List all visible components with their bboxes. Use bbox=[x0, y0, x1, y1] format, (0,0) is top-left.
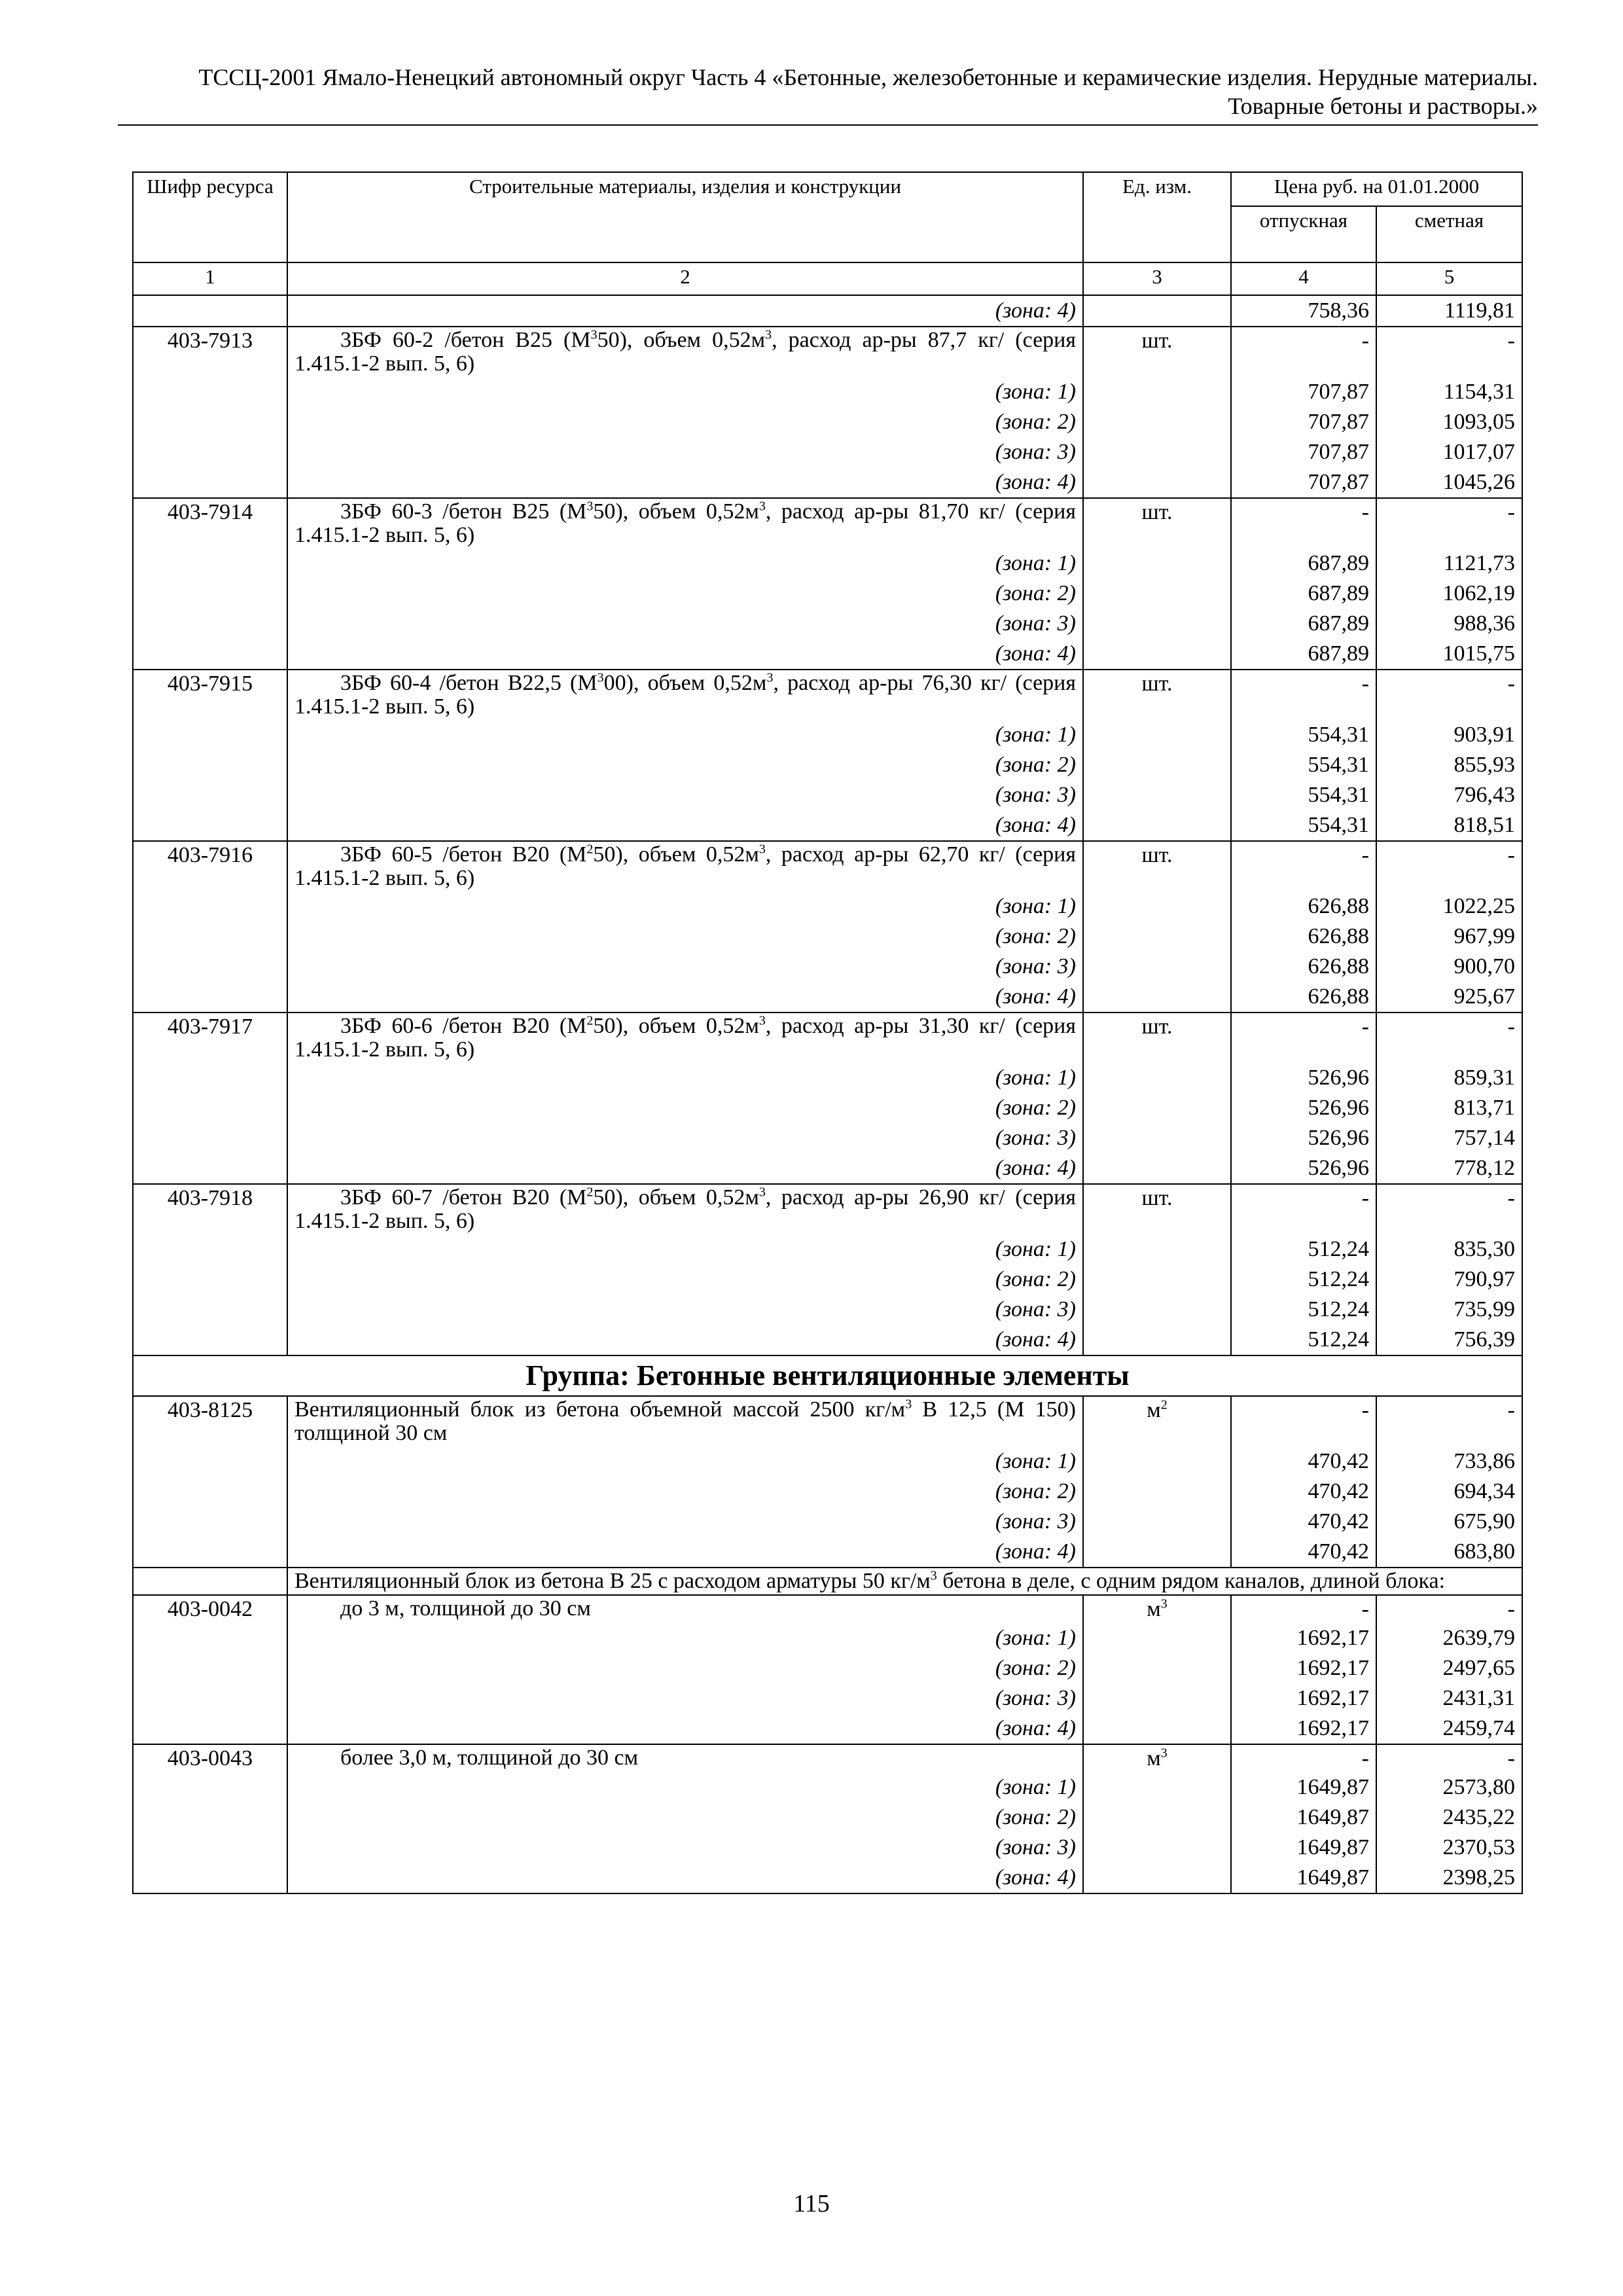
estimate-price: 2435,22 bbox=[1376, 1803, 1522, 1833]
col-header-code: Шифр ресурса bbox=[133, 172, 287, 262]
zone-row bbox=[133, 1234, 1522, 1265]
price-table bbox=[132, 171, 1523, 1894]
zone-label: (зона: 2) bbox=[287, 1265, 1083, 1295]
release-price: 687,89 bbox=[1231, 609, 1376, 639]
estimate-price: 988,36 bbox=[1376, 609, 1522, 639]
estimate-price: 903,91 bbox=[1376, 720, 1522, 750]
zone-row bbox=[133, 952, 1522, 982]
release-price: 1649,87 bbox=[1231, 1772, 1376, 1803]
release-price: 470,42 bbox=[1231, 1477, 1376, 1507]
zone-row bbox=[133, 609, 1522, 639]
release-price: 626,88 bbox=[1231, 982, 1376, 1013]
release-price: 526,96 bbox=[1231, 1153, 1376, 1184]
col-header-price-group: Цена руб. на 01.01.2000 bbox=[1231, 172, 1522, 206]
zone-row bbox=[133, 1772, 1522, 1803]
col-header-estimate: сметная bbox=[1376, 206, 1522, 262]
superscript: 3 bbox=[766, 670, 774, 685]
estimate-price: 859,31 bbox=[1376, 1063, 1522, 1093]
release-price: 1692,17 bbox=[1231, 1623, 1376, 1653]
estimate-price: 778,12 bbox=[1376, 1153, 1522, 1184]
release-price: 707,87 bbox=[1231, 407, 1376, 437]
zone-row bbox=[133, 377, 1522, 407]
unit: $м^3$ bbox=[1083, 1744, 1231, 1772]
group-heading-row bbox=[133, 1355, 1522, 1396]
estimate-price: 1093,05 bbox=[1376, 407, 1522, 437]
release-price: 554,31 bbox=[1231, 720, 1376, 750]
zone-row bbox=[133, 1295, 1522, 1325]
zone-label: (зона: 4) bbox=[287, 1537, 1083, 1568]
estimate-price: 1015,75 bbox=[1376, 639, 1522, 670]
release-price: 526,96 bbox=[1231, 1093, 1376, 1123]
zone-row bbox=[133, 437, 1522, 467]
superscript: 3 bbox=[586, 499, 594, 514]
price-table-body bbox=[133, 295, 1522, 1893]
release-price: 512,24 bbox=[1231, 1295, 1376, 1325]
estimate-price: 1121,73 bbox=[1376, 548, 1522, 579]
resource-code: 403-0042 bbox=[133, 1595, 287, 1623]
release-price: 687,89 bbox=[1231, 548, 1376, 579]
zone-label: (зона: 4) bbox=[287, 810, 1083, 841]
zone-label: (зона: 3) bbox=[287, 1833, 1083, 1863]
zone-label: (зона: 1) bbox=[287, 720, 1083, 750]
release-price: - bbox=[1231, 1744, 1376, 1772]
release-price: 707,87 bbox=[1231, 437, 1376, 467]
release-price: - bbox=[1231, 1396, 1376, 1446]
resource-row bbox=[133, 1184, 1522, 1234]
resource-code: 403-7915 bbox=[133, 670, 287, 720]
zone-label: (зона: 2) bbox=[287, 750, 1083, 780]
release-price: 470,42 bbox=[1231, 1446, 1376, 1477]
zone-label: (зона: 2) bbox=[287, 1093, 1083, 1123]
zone-row bbox=[133, 922, 1522, 952]
zone-label: (зона: 3) bbox=[287, 952, 1083, 982]
resource-name: более 3,0 м, толщиной до 30 см bbox=[287, 1744, 1083, 1772]
zone-row bbox=[133, 891, 1522, 922]
resource-name: 3БФ 60-3 /бетон В25 $(М^350)$, объем $0,52м^3$, расход ар-ры 81,70 кг/ (серия 1.415.1-2 вып. 5, 6) bbox=[287, 498, 1083, 548]
zone-label: (зона: 3) bbox=[287, 1295, 1083, 1325]
estimate-price: - bbox=[1376, 1396, 1522, 1446]
resource-name: 3БФ 60-6 /бетон В20 $(М^250)$, объем $0,52м^3$, расход ар-ры 31,30 кг/ (серия 1.415.1-2 вып. 5, 6) bbox=[287, 1013, 1083, 1063]
estimate-price: - bbox=[1376, 498, 1522, 548]
page-header bbox=[118, 63, 1538, 120]
superscript: 3 bbox=[930, 1568, 937, 1583]
estimate-price: 900,70 bbox=[1376, 952, 1522, 982]
resource-row bbox=[133, 1396, 1522, 1446]
release-price: 512,24 bbox=[1231, 1325, 1376, 1355]
col-number: 4 bbox=[1231, 262, 1376, 295]
zone-label: (зона: 1) bbox=[287, 1234, 1083, 1265]
zone-row bbox=[133, 1803, 1522, 1833]
zone-label: (зона: 4) bbox=[287, 1713, 1083, 1744]
estimate-price: 675,90 bbox=[1376, 1507, 1522, 1537]
zone-label: (зона: 4) bbox=[287, 1325, 1083, 1355]
release-price: 707,87 bbox=[1231, 467, 1376, 498]
resource-row bbox=[133, 498, 1522, 548]
resource-code: 403-7914 bbox=[133, 498, 287, 548]
zone-row bbox=[133, 1833, 1522, 1863]
estimate-price: 818,51 bbox=[1376, 810, 1522, 841]
resource-code: 403-7918 bbox=[133, 1184, 287, 1234]
release-price: 554,31 bbox=[1231, 780, 1376, 810]
col-header-name: Строительные материалы, изделия и конструкции bbox=[287, 172, 1083, 262]
estimate-price: - bbox=[1376, 1184, 1522, 1234]
resource-row bbox=[133, 1595, 1522, 1623]
unit: шт. bbox=[1083, 1184, 1231, 1234]
estimate-price: 735,99 bbox=[1376, 1295, 1522, 1325]
estimate-price: 756,39 bbox=[1376, 1325, 1522, 1355]
col-header-release: отпускная bbox=[1231, 206, 1376, 262]
subheading-text: Вентиляционный блок из бетона В 25 с расходом арматуры 50 $кг/м^3$ бетона в деле, с одним рядом каналов, длиной блока: bbox=[287, 1568, 1522, 1595]
subheading-row bbox=[133, 1568, 1522, 1595]
zone-label: (зона: 4) bbox=[287, 295, 1083, 327]
carryover-row bbox=[133, 295, 1522, 327]
zone-label: (зона: 4) bbox=[287, 982, 1083, 1013]
resource-row bbox=[133, 1013, 1522, 1063]
zone-row bbox=[133, 750, 1522, 780]
zone-label: (зона: 1) bbox=[287, 1772, 1083, 1803]
unit: шт. bbox=[1083, 498, 1231, 548]
estimate-price: 2398,25 bbox=[1376, 1863, 1522, 1893]
release-price: 1692,17 bbox=[1231, 1653, 1376, 1683]
estimate-price: 2497,65 bbox=[1376, 1653, 1522, 1683]
release-price: 758,36 bbox=[1231, 295, 1376, 327]
release-price: 526,96 bbox=[1231, 1063, 1376, 1093]
release-price: 1692,17 bbox=[1231, 1683, 1376, 1713]
zone-row bbox=[133, 639, 1522, 670]
zone-row bbox=[133, 548, 1522, 579]
page-number: 115 bbox=[793, 2190, 830, 2217]
release-price: 512,24 bbox=[1231, 1234, 1376, 1265]
release-price: 554,31 bbox=[1231, 750, 1376, 780]
release-price: - bbox=[1231, 1013, 1376, 1063]
zone-label: (зона: 1) bbox=[287, 1063, 1083, 1093]
estimate-price: - bbox=[1376, 841, 1522, 891]
zone-row bbox=[133, 579, 1522, 609]
estimate-price: 1022,25 bbox=[1376, 891, 1522, 922]
zone-label: (зона: 2) bbox=[287, 922, 1083, 952]
release-price: - bbox=[1231, 841, 1376, 891]
zone-label: (зона: 4) bbox=[287, 639, 1083, 670]
superscript: 3 bbox=[765, 327, 772, 342]
resource-row bbox=[133, 1744, 1522, 1772]
release-price: 1692,17 bbox=[1231, 1713, 1376, 1744]
release-price: 687,89 bbox=[1231, 579, 1376, 609]
estimate-price: - bbox=[1376, 670, 1522, 720]
zone-row bbox=[133, 1537, 1522, 1568]
unit: $м^2$ bbox=[1083, 1396, 1231, 1446]
estimate-price: 1154,31 bbox=[1376, 377, 1522, 407]
estimate-price: - bbox=[1376, 1744, 1522, 1772]
header-rule bbox=[118, 124, 1538, 126]
col-number: 2 bbox=[287, 262, 1083, 295]
release-price: 512,24 bbox=[1231, 1265, 1376, 1295]
release-price: 1649,87 bbox=[1231, 1863, 1376, 1893]
zone-row bbox=[133, 1683, 1522, 1713]
zone-row bbox=[133, 810, 1522, 841]
header-line-1: ТССЦ-2001 Ямало-Ненецкий автономный округ Часть 4 «Бетонные, железобетонные и керамические изделия. Нерудные материалы. bbox=[198, 64, 1538, 90]
estimate-price: 1045,26 bbox=[1376, 467, 1522, 498]
unit: шт. bbox=[1083, 1013, 1231, 1063]
col-header-unit: Ед. изм. bbox=[1083, 172, 1231, 262]
zone-row bbox=[133, 1153, 1522, 1184]
zone-row bbox=[133, 720, 1522, 750]
zone-row bbox=[133, 1653, 1522, 1683]
estimate-price: 694,34 bbox=[1376, 1477, 1522, 1507]
resource-code: 403-7917 bbox=[133, 1013, 287, 1063]
estimate-price: 1119,81 bbox=[1376, 295, 1522, 327]
estimate-price: 1017,07 bbox=[1376, 437, 1522, 467]
estimate-price: 2639,79 bbox=[1376, 1623, 1522, 1653]
superscript: 2 bbox=[586, 842, 594, 857]
superscript: 3 bbox=[758, 842, 766, 857]
zone-row bbox=[133, 1123, 1522, 1153]
superscript: 3 bbox=[758, 1185, 766, 1200]
zone-label: (зона: 2) bbox=[287, 1653, 1083, 1683]
estimate-price: - bbox=[1376, 1013, 1522, 1063]
zone-label: (зона: 2) bbox=[287, 1803, 1083, 1833]
superscript: 2 bbox=[1160, 1397, 1168, 1412]
estimate-price: 796,43 bbox=[1376, 780, 1522, 810]
estimate-price: 967,99 bbox=[1376, 922, 1522, 952]
release-price: - bbox=[1231, 1595, 1376, 1623]
resource-name: 3БФ 60-7 /бетон В20 $(М^250)$, объем $0,52м^3$, расход ар-ры 26,90 кг/ (серия 1.415.1-2 вып. 5, 6) bbox=[287, 1184, 1083, 1234]
unit: шт. bbox=[1083, 670, 1231, 720]
resource-name: 3БФ 60-2 /бетон В25 $(М^350)$, объем $0,52м^3$, расход ар-ры 87,7 кг/ (серия 1.415.1-2 вып. 5, 6) bbox=[287, 327, 1083, 377]
release-price: 554,31 bbox=[1231, 810, 1376, 841]
estimate-price: 2431,31 bbox=[1376, 1683, 1522, 1713]
superscript: 3 bbox=[590, 327, 597, 342]
release-price: 626,88 bbox=[1231, 922, 1376, 952]
superscript: 3 bbox=[758, 499, 766, 514]
zone-label: (зона: 3) bbox=[287, 437, 1083, 467]
zone-label: (зона: 1) bbox=[287, 377, 1083, 407]
estimate-price: 790,97 bbox=[1376, 1265, 1522, 1295]
release-price: 526,96 bbox=[1231, 1123, 1376, 1153]
superscript: 3 bbox=[1160, 1746, 1168, 1761]
col-number: 3 bbox=[1083, 262, 1231, 295]
unit: $м^3$ bbox=[1083, 1595, 1231, 1623]
release-price: 470,42 bbox=[1231, 1507, 1376, 1537]
estimate-price: 813,71 bbox=[1376, 1093, 1522, 1123]
unit: шт. bbox=[1083, 841, 1231, 891]
zone-label: (зона: 1) bbox=[287, 548, 1083, 579]
estimate-price: 2459,74 bbox=[1376, 1713, 1522, 1744]
estimate-price: - bbox=[1376, 1595, 1522, 1623]
resource-code: 403-8125 bbox=[133, 1396, 287, 1446]
superscript: 3 bbox=[1160, 1596, 1168, 1611]
release-price: 707,87 bbox=[1231, 377, 1376, 407]
resource-name: 3БФ 60-4 /бетон В22,5 $(М^300)$, объем $0,52м^3$, расход ар-ры 76,30 кг/ (серия 1.415.1-2 вып. 5, 6) bbox=[287, 670, 1083, 720]
col-number: 5 bbox=[1376, 262, 1522, 295]
release-price: 687,89 bbox=[1231, 639, 1376, 670]
zone-row bbox=[133, 1265, 1522, 1295]
zone-row bbox=[133, 1446, 1522, 1477]
zone-label: (зона: 3) bbox=[287, 1683, 1083, 1713]
zone-row bbox=[133, 407, 1522, 437]
release-price: 1649,87 bbox=[1231, 1803, 1376, 1833]
zone-label: (зона: 4) bbox=[287, 467, 1083, 498]
zone-label: (зона: 1) bbox=[287, 891, 1083, 922]
resource-row bbox=[133, 670, 1522, 720]
estimate-price: 2370,53 bbox=[1376, 1833, 1522, 1863]
zone-row bbox=[133, 982, 1522, 1013]
resource-name: до 3 м, толщиной до 30 см bbox=[287, 1595, 1083, 1623]
release-price: 1649,87 bbox=[1231, 1833, 1376, 1863]
resource-row bbox=[133, 841, 1522, 891]
unit: шт. bbox=[1083, 327, 1231, 377]
resource-code: 403-7916 bbox=[133, 841, 287, 891]
group-title: Группа: Бетонные вентиляционные элементы bbox=[133, 1355, 1522, 1396]
zone-label: (зона: 4) bbox=[287, 1863, 1083, 1893]
superscript: 3 bbox=[597, 670, 604, 685]
release-price: - bbox=[1231, 1184, 1376, 1234]
estimate-price: 855,93 bbox=[1376, 750, 1522, 780]
zone-row bbox=[133, 1713, 1522, 1744]
resource-code: 403-7913 bbox=[133, 327, 287, 377]
release-price: 470,42 bbox=[1231, 1537, 1376, 1568]
estimate-price: 683,80 bbox=[1376, 1537, 1522, 1568]
estimate-price: 835,30 bbox=[1376, 1234, 1522, 1265]
header-line-2: Товарные бетоны и растворы.» bbox=[1228, 93, 1538, 119]
zone-label: (зона: 3) bbox=[287, 780, 1083, 810]
zone-label: (зона: 3) bbox=[287, 1507, 1083, 1537]
zone-row bbox=[133, 1863, 1522, 1893]
release-price: - bbox=[1231, 670, 1376, 720]
estimate-price: 925,67 bbox=[1376, 982, 1522, 1013]
zone-label: (зона: 2) bbox=[287, 407, 1083, 437]
col-number: 1 bbox=[133, 262, 287, 295]
release-price: 626,88 bbox=[1231, 952, 1376, 982]
resource-name: 3БФ 60-5 /бетон В20 $(М^250)$, объем $0,52м^3$, расход ар-ры 62,70 кг/ (серия 1.415.1-2 вып. 5, 6) bbox=[287, 841, 1083, 891]
superscript: 3 bbox=[905, 1397, 912, 1412]
zone-row bbox=[133, 1507, 1522, 1537]
superscript: 2 bbox=[586, 1013, 594, 1028]
zone-label: (зона: 4) bbox=[287, 1153, 1083, 1184]
zone-row bbox=[133, 1063, 1522, 1093]
zone-row bbox=[133, 1623, 1522, 1653]
zone-label: (зона: 3) bbox=[287, 1123, 1083, 1153]
zone-row bbox=[133, 467, 1522, 498]
estimate-price: 2573,80 bbox=[1376, 1772, 1522, 1803]
zone-row bbox=[133, 780, 1522, 810]
zone-label: (зона: 2) bbox=[287, 579, 1083, 609]
zone-label: (зона: 1) bbox=[287, 1446, 1083, 1477]
resource-code: 403-0043 bbox=[133, 1744, 287, 1772]
zone-row bbox=[133, 1093, 1522, 1123]
estimate-price: 733,86 bbox=[1376, 1446, 1522, 1477]
resource-name: Вентиляционный блок из бетона объемной массой 2500 $кг/м^3$ В 12,5 (М 150) толщиной 30 см bbox=[287, 1396, 1083, 1446]
estimate-price: 1062,19 bbox=[1376, 579, 1522, 609]
resource-row bbox=[133, 327, 1522, 377]
superscript: 3 bbox=[758, 1013, 766, 1028]
zone-label: (зона: 1) bbox=[287, 1623, 1083, 1653]
zone-label: (зона: 2) bbox=[287, 1477, 1083, 1507]
superscript: 2 bbox=[586, 1185, 594, 1200]
estimate-price: 757,14 bbox=[1376, 1123, 1522, 1153]
release-price: - bbox=[1231, 327, 1376, 377]
zone-row bbox=[133, 1477, 1522, 1507]
release-price: 626,88 bbox=[1231, 891, 1376, 922]
release-price: - bbox=[1231, 498, 1376, 548]
estimate-price: - bbox=[1376, 327, 1522, 377]
zone-row bbox=[133, 1325, 1522, 1355]
zone-label: (зона: 3) bbox=[287, 609, 1083, 639]
